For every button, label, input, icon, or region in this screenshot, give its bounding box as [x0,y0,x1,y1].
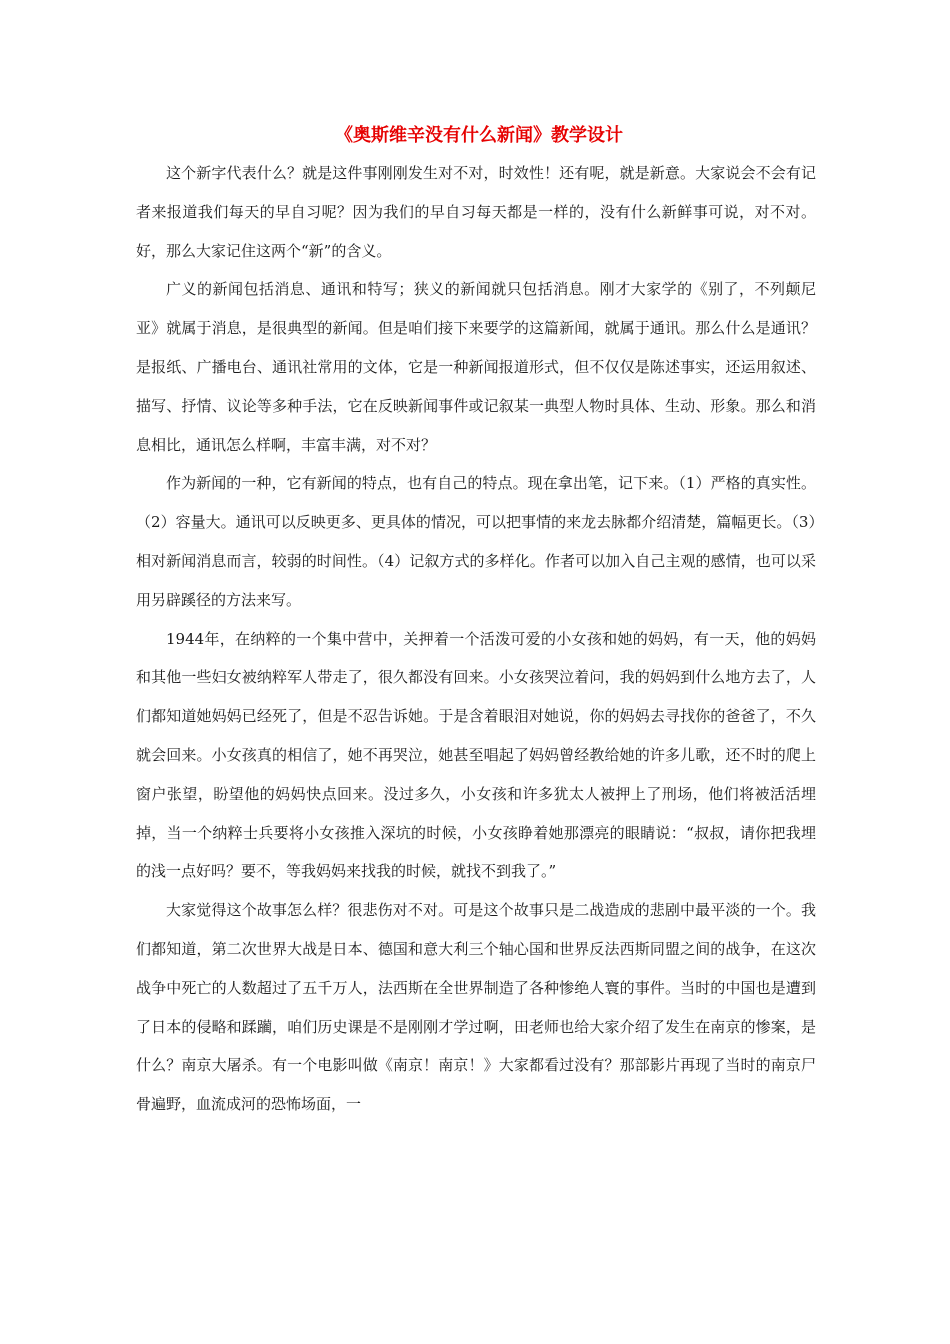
paragraph-1: 这个新字代表什么？就是这件事刚刚发生对不对，时效性！还有呢，就是新意。大家说会不会有记者来报道我们每天的早自习呢？因为我们的早自习每天都是一样的，没有什么新鲜事可说，对不对。好，那么大家记住这两个“新”的含义。 [136,164,816,260]
paragraph-3: 作为新闻的一种，它有新闻的特点，也有自己的特点。现在拿出笔，记下来。（1）严格的真实性。（2）容量大。通讯可以反映更多、更具体的情况，可以把事情的来龙去脉都介绍清楚，篇幅更长。（3）相对新闻消息而言，较弱的时间性。（4）记叙方式的多样化。作者可以加入自己主观的感情，也可以采用另辟蹊径的方法来写。 [136,474,816,609]
paragraph-4: 1944年，在纳粹的一个集中营中，关押着一个活泼可爱的小女孩和她的妈妈，有一天，他的妈妈和其他一些妇女被纳粹军人带走了，很久都没有回来。小女孩哭泣着问，我的妈妈到什么地方去了，人们都知道她妈妈已经死了，但是不忍告诉她。于是含着眼泪对她说，你的妈妈去寻找你的爸爸了，不久就会回来。小女孩真的相信了，她不再哭泣，她甚至唱起了妈妈曾经教给她的许多儿歌，还不时的爬上窗户张望，盼望他的妈妈快点回来。没过多久，小女孩和许多犹太人被押上了刑场，他们将被活活埋掉，当一个纳粹士兵要将小女孩推入深坑的时候，小女孩睁着她那漂亮的眼睛说：“叔叔，请你把我埋的浅一点好吗？要不，等我妈妈来找我的时候，就找不到我了。” [136,629,816,881]
document-page [136,118,816,1124]
paragraph-5: 大家觉得这个故事怎么样？很悲伤对不对。可是这个故事只是二战造成的悲剧中最平淡的一个。我们都知道，第二次世界大战是日本、德国和意大利三个轴心国和世界反法西斯同盟之间的战争，在这次战争中死亡的人数超过了五千万人，法西斯在全世界制造了各种惨绝人寰的事件。当时的中国也是遭到了日本的侵略和蹂躏，咱们历史课是不是刚刚才学过啊，田老师也给大家介绍了发生在南京的惨案，是什么？南京大屠杀。有一个电影叫做《南京！南京！》大家都看过没有？那部影片再现了当时的南京尸骨遍野，血流成河的恐怖场面，一 [136,901,816,1114]
paragraph-2: 广义的新闻包括消息、通讯和特写；狭义的新闻就只包括消息。刚才大家学的《别了，不列颠尼亚》就属于消息，是很典型的新闻。但是咱们接下来要学的这篇新闻，就属于通讯。那么什么是通讯？是报纸、广播电台、通讯社常用的文体，它是一种新闻报道形式，但不仅仅是陈述事实，还运用叙述、描写、抒情、议论等多种手法，它在反映新闻事件或记叙某一典型人物时具体、生动、形象。那么和消息相比，通讯怎么样啊，丰富丰满，对不对？ [136,280,816,454]
document-title: 《奥斯维辛没有什么新闻》教学设计 [335,125,623,146]
